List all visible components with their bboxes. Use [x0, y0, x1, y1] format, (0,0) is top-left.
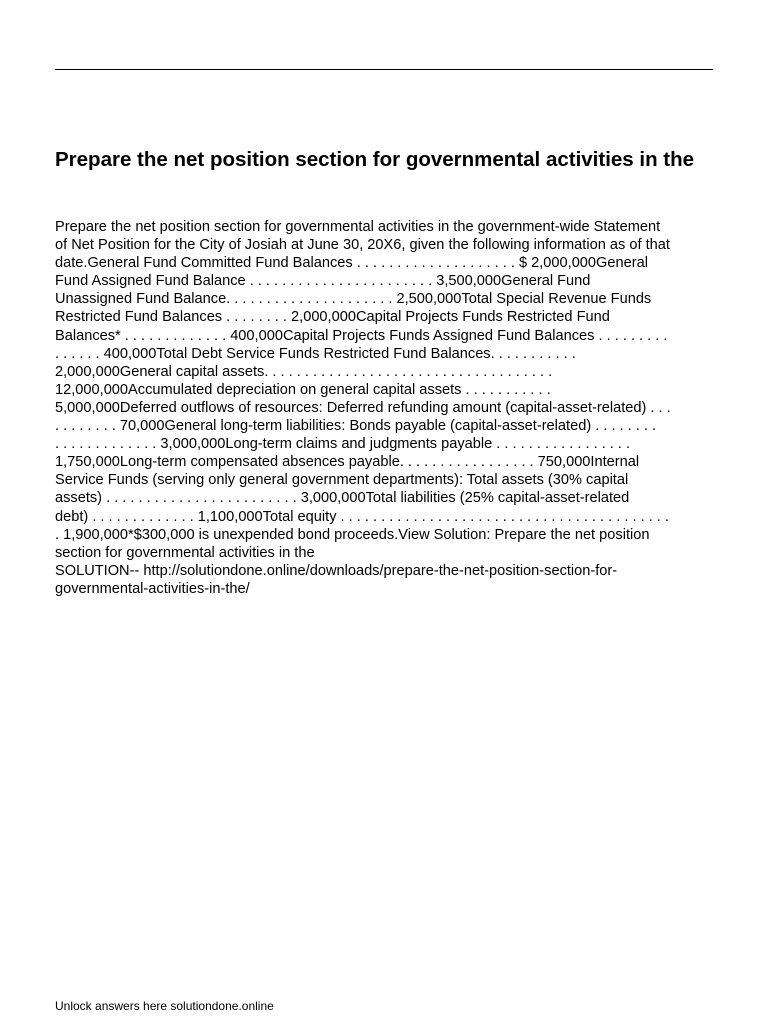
footer-text: Unlock answers here solutiondone.online [55, 999, 274, 1013]
page-title: Prepare the net position section for governmental activities in the [55, 148, 695, 171]
body-text: Prepare the net position section for governmental activities in the government-wide Statement of Net Position for the City of Josiah at June 30, 20X6, given the following information as of that date.General Fund Committed Fund Balances . . . . . . . . . . . . . . . . . . . . $ 2,000,000General Fund Assigned Fund Balance . . . . . . . . . . . . . . . . . . . . . . . 3,500,000General Fund Unassigned Fund Balance. . . . . . . . . . . . . . . . . . . . . 2,500,000Total Special Revenue Funds Restricted Fund Balances . . . . . . . . 2,000,000Capital Projects Funds Restricted Fund Balances* . . . . . . . . . . . . . 400,000Capital Projects Funds Assigned Fund Balances . . . . . . . . . . . . . . . 400,000Total Debt Service Funds Restricted Fund Balances. . . . . . . . . . . 2,000,000General capital assets. . . . . . . . . . . . . . . . . . . . . . . . . . . . . . . . . . . . 12,000,000Accumulated depreciation on general capital assets . . . . . . . . . . . 5,000,000Deferred outflows of resources: Deferred refunding amount (capital-asset-related) . . . . . . . . . . . 70,000General long-term liabilities: Bonds payable (capital-asset-related) . . . . . . . . . . . . . . . . . . . . . 3,000,000Long-term claims and judgments payable . . . . . . . . . . . . . . . . . 1,750,000Long-term compensated absences payable. . . . . . . . . . . . . . . . . 750,000Internal Service Funds (serving only general government departments): Total assets (30% capital assets) . . . . . . . . . . . . . . . . . . . . . . . . 3,000,000Total liabilities (25% capital-asset-related debt) . . . . . . . . . . . . . 1,100,000Total equity . . . . . . . . . . . . . . . . . . . . . . . . . . . . . . . . . . . . . . . . . . 1,900,000*$300,000 is unexpended bond proceeds.View Solution: Prepare the net position section for governmental activities in the SOLUTION-- http://solutiondone.online/downloads/prepare-the-net-position-section-for- governmental-activities-in-the/ [55, 219, 671, 597]
top-divider [55, 69, 713, 70]
